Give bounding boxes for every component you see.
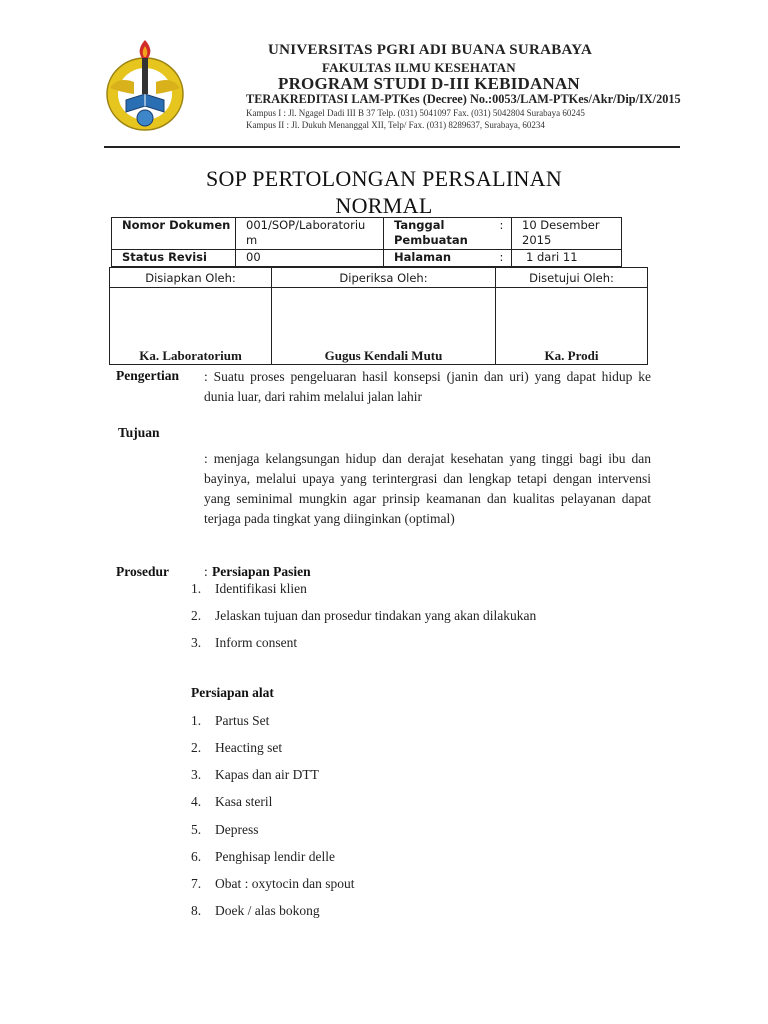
tujuan-label: Tujuan	[118, 425, 160, 440]
halaman-colon: :	[498, 250, 512, 267]
campus-address-1: Kampus I : Jl. Ngagel Dadi III B 37 Telp. (031) 5041097 Fax. (031) 5042804 Surabaya 60245	[246, 108, 585, 118]
university-logo	[104, 38, 186, 134]
list-item: 3. Kapas dan air DTT	[191, 767, 319, 782]
prepared-by-header: Disiapkan Oleh:	[110, 268, 272, 288]
list-item: 2. Heacting set	[191, 740, 283, 755]
tanggal-colon: :	[498, 218, 512, 250]
tanggal-label: Tanggal Pembuatan	[384, 218, 498, 250]
tujuan-text: : menjaga kelangsungan hidup dan derajat kesehatan yang tinggi bagi ibu dan bayinya, melalui upaya yang terintergrasi dan lengkap tetapi dengan intervensi yang seminimal mungkin agar prinsip keamanan dan kualitas pelayanan dapat terjaga pada tingkat yang diinginkan (optimal)	[204, 451, 651, 526]
status-value: 00	[236, 250, 384, 267]
halaman-value: 1 dari 11	[512, 250, 622, 267]
campus-address-2: Kampus II : Jl. Dukuh Menanggal XII, Telp/ Fax. (031) 8289637, Surabaya, 60234	[246, 120, 545, 130]
list-item: 8. Doek / alas bokong	[191, 903, 320, 918]
prepared-by-name: Ka. Laboratorium	[110, 288, 272, 365]
persiapan-alat-heading: Persiapan alat	[191, 685, 274, 700]
list-item: 4. Kasa steril	[191, 794, 273, 809]
list-item: 6. Penghisap lendir delle	[191, 849, 335, 864]
approved-by-name: Ka. Prodi	[496, 288, 648, 365]
pengertian-text: : Suatu proses pengeluaran hasil konsepsi (janin dan uri) yang dapat hidup ke dunia luar, dari rahim melalui jalan lahir	[204, 369, 651, 404]
prosedur-colon: :	[204, 564, 208, 579]
document-title-line2: NORMAL	[335, 193, 433, 218]
list-item: 1. Partus Set	[191, 713, 270, 728]
approved-by-header: Disetujui Oleh:	[496, 268, 648, 288]
prosedur-label: Prosedur	[116, 564, 169, 579]
faculty-name: FAKULTAS ILMU KESEHATAN	[322, 60, 516, 75]
university-name: UNIVERSITAS PGRI ADI BUANA SURABAYA	[268, 42, 593, 58]
header-divider	[104, 146, 680, 148]
document-meta-table	[111, 217, 622, 267]
persiapan-pasien-heading: Persiapan Pasien	[212, 564, 311, 579]
status-label: Status Revisi	[112, 250, 236, 267]
document-title: SOP PERTOLONGAN PERSALINAN	[205, 166, 563, 191]
pengertian-label: Pengertian	[116, 368, 179, 383]
checked-by-header: Diperiksa Oleh:	[272, 268, 496, 288]
list-item: 1. Identifikasi klien	[191, 581, 307, 596]
tanggal-value: 10 Desember 2015	[512, 218, 622, 250]
checked-by-name: Gugus Kendali Mutu	[272, 288, 496, 365]
list-item: 3. Inform consent	[191, 635, 298, 650]
list-item: 5. Depress	[191, 822, 259, 837]
program-name: PROGRAM STUDI D-III KEBIDANAN	[278, 74, 580, 93]
list-item: 7. Obat : oxytocin dan spout	[191, 876, 355, 891]
halaman-label: Halaman	[384, 250, 498, 267]
nomor-label: Nomor Dokumen	[112, 218, 236, 250]
approval-signature-table	[109, 267, 648, 365]
accreditation-text: TERAKREDITASI LAM-PTKes (Decree) No.:0053/LAM-PTKes/Akr/Dip/IX/2015	[246, 92, 681, 106]
list-item: 2. Jelaskan tujuan dan prosedur tindakan yang akan dilakukan	[191, 608, 537, 623]
nomor-value: 001/SOP/Laboratorium	[236, 218, 384, 250]
